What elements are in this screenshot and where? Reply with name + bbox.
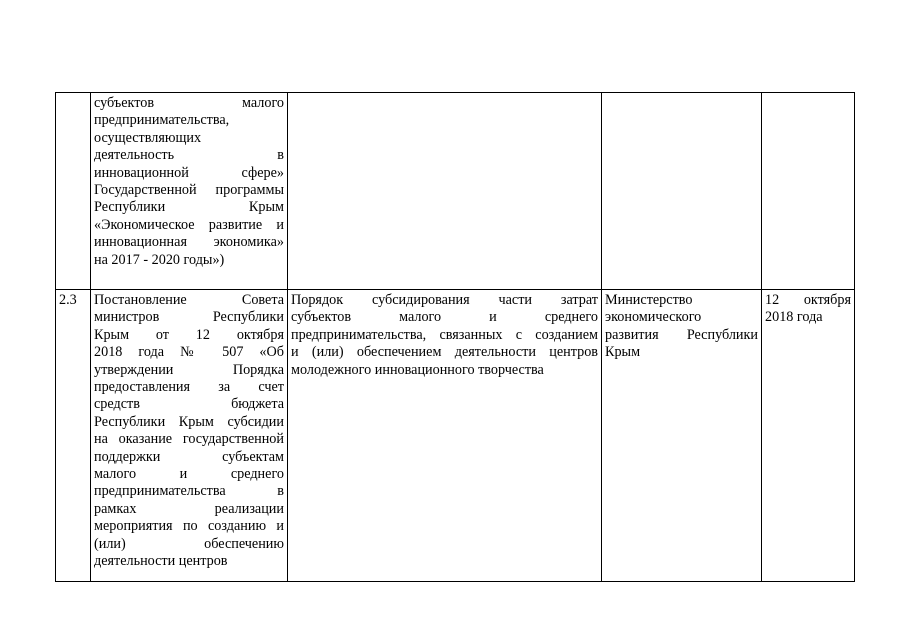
row-number-cell xyxy=(56,290,91,582)
subject-cell xyxy=(288,290,602,582)
table-row xyxy=(56,290,855,582)
text-line: предоставления за счет xyxy=(94,379,284,396)
text-line: министров Республики xyxy=(94,309,284,326)
document-title-cell xyxy=(91,290,288,582)
document-title-text xyxy=(94,95,284,269)
text-line: утверждении Порядка xyxy=(94,361,284,378)
text-line: субъектов малого и среднего xyxy=(291,309,598,326)
subject-cell xyxy=(288,93,602,290)
row-number-cell xyxy=(56,93,91,290)
text-line: инновационной сфере» xyxy=(94,164,284,181)
text-line: экономического xyxy=(605,309,702,326)
text-line: Крым от 12 октября xyxy=(94,326,284,343)
date-cell xyxy=(762,93,855,290)
text-line: Республики Крым субсидии xyxy=(94,413,284,430)
text-line: на оказание государственной xyxy=(94,431,284,448)
text-line: 2018 года xyxy=(765,309,823,326)
date-text xyxy=(765,292,851,327)
organization-text xyxy=(605,292,758,362)
text-line: Постановление Совета xyxy=(94,292,284,308)
text-line: 2018 года № 507 «Об xyxy=(94,344,284,361)
text-line: развития Республики xyxy=(605,326,758,343)
text-line: малого и среднего xyxy=(94,466,284,483)
text-line: средств бюджета xyxy=(94,396,284,413)
text-line: молодежного инновационного творчества xyxy=(291,361,544,378)
document-title-text xyxy=(94,292,284,571)
document-title-cell xyxy=(91,93,288,290)
text-line: «Экономическое развитие и xyxy=(94,216,284,233)
text-line: Крым xyxy=(605,344,641,361)
table-row xyxy=(56,93,855,290)
text-line: Министерство xyxy=(605,292,693,308)
text-line: Республики Крым xyxy=(94,199,284,216)
text-line: деятельности центров xyxy=(94,553,228,570)
text-line: осуществляющих xyxy=(94,129,202,146)
text-line: Государственной программы xyxy=(94,182,284,199)
text-line: рамках реализации xyxy=(94,500,284,517)
text-line: мероприятия по созданию и xyxy=(94,518,284,535)
date-cell xyxy=(762,290,855,582)
organization-cell xyxy=(602,290,762,582)
text-line: на 2017 - 2020 годы») xyxy=(94,251,225,268)
text-line: предпринимательства, связанных с созданием xyxy=(291,326,598,343)
text-line: и (или) обеспечением деятельности центров xyxy=(291,344,598,361)
text-line: Порядок субсидирования части затрат xyxy=(291,292,598,308)
text-line: деятельность в xyxy=(94,147,284,164)
text-line: инновационная экономика» xyxy=(94,234,284,251)
text-line: (или) обеспечению xyxy=(94,535,284,552)
text-line: предпринимательства, xyxy=(94,112,230,129)
subject-text xyxy=(291,292,598,379)
row-number: 2.3 xyxy=(59,292,77,308)
documents-table xyxy=(55,92,855,582)
text-line: субъектов малого xyxy=(94,95,284,111)
organization-cell xyxy=(602,93,762,290)
text-line: 12 октября xyxy=(765,292,851,308)
text-line: предпринимательства в xyxy=(94,483,284,500)
text-line: поддержки субъектам xyxy=(94,448,284,465)
